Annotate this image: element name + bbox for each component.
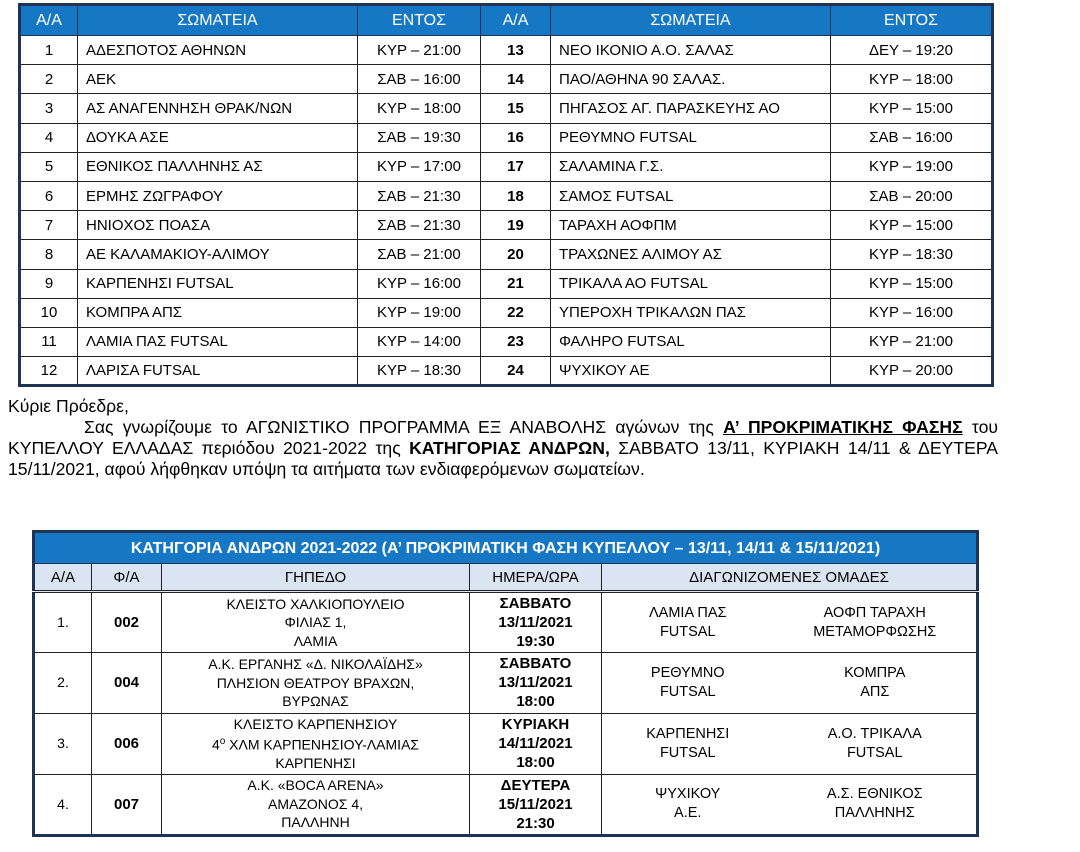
match-venue-line: ΠΛΗΣΙΟΝ ΘΕΑΤΡΟΥ ΒΡΑΧΩΝ, — [216, 674, 415, 691]
match-row — [34, 592, 978, 653]
match-index: 2. — [34, 653, 92, 714]
club-home-time: ΚΥΡ – 17:00 — [358, 152, 481, 181]
match-datetime-line: ΚΥΡΙΑΚΗ — [501, 716, 570, 734]
match-datetime — [470, 653, 602, 714]
match-venue-line: ΛΑΜΙΑ — [293, 632, 338, 649]
match-venue — [162, 774, 470, 835]
letter-part-3: ΣΑΒΒΑΤΟ 13/11, ΚΥΡΙΑΚΗ 14/11 & ΔΕΥΤΕΡΑ 15/11/2021, αφού λήφθηκαν υπόψη τα αιτήματα των ενδιαφερόμενων σωματείων. — [8, 438, 999, 479]
clubs-table — [18, 3, 994, 387]
club-number: 2 — [20, 65, 78, 94]
club-number: 22 — [481, 298, 551, 327]
home-team — [602, 774, 774, 835]
club-number: 3 — [20, 94, 78, 123]
club-home-time: ΚΥΡ – 19:00 — [831, 152, 993, 181]
club-home-time: ΣΑΒ – 21:00 — [358, 240, 481, 269]
club-home-time: ΣΑΒ – 21:30 — [358, 181, 481, 210]
match-venue-line: Α.Κ. «BOCA ARENA» — [247, 777, 384, 794]
club-home-time: ΚΥΡ – 14:00 — [358, 327, 481, 356]
club-row — [20, 357, 993, 386]
col-header-aa-right: Α/Α — [481, 5, 551, 36]
match-datetime — [470, 713, 602, 774]
away-team-line: ΚΟΜΠΡΑ — [844, 664, 906, 681]
match-datetime-line: 18:00 — [516, 693, 555, 711]
match-code: 007 — [92, 774, 162, 835]
letter-paragraph — [8, 417, 998, 480]
club-name: ΤΑΡΑΧΗ ΑΟΦΠΜ — [551, 211, 831, 240]
away-team-line: ΜΕΤΑΜΟΡΦΩΣΗΣ — [813, 623, 937, 640]
match-row — [34, 653, 978, 714]
club-name: ΕΡΜΗΣ ΖΩΓΡΑΦΟΥ — [78, 181, 358, 210]
club-home-time: ΚΥΡ – 20:00 — [831, 357, 993, 386]
club-row — [20, 152, 993, 181]
club-name: ΠΑΟ/ΑΘΗΝΑ 90 ΣΑΛΑΣ. — [551, 65, 831, 94]
col-header-teams: ΔΙΑΓΩΝΙΖΟΜΕΝΕΣ ΟΜΑΔΕΣ — [602, 564, 978, 592]
club-number: 7 — [20, 211, 78, 240]
col-header-code: Φ/Α — [92, 564, 162, 592]
club-name: ΑΕΚ — [78, 65, 358, 94]
ordinal-superscript: ο — [219, 736, 226, 747]
match-venue — [162, 653, 470, 714]
club-name: ΣΑΛΑΜΙΝΑ Γ.Σ. — [551, 152, 831, 181]
club-home-time: ΚΥΡ – 18:30 — [358, 357, 481, 386]
away-team-line: ΑΟΦΠ ΤΑΡΑΧΗ — [823, 604, 926, 621]
away-team-line: Α.Σ. ΕΘΝΙΚΟΣ — [826, 786, 923, 803]
club-row — [20, 327, 993, 356]
club-number: 10 — [20, 298, 78, 327]
col-header-venue: ΓΗΠΕΔΟ — [162, 564, 470, 592]
match-code: 004 — [92, 653, 162, 714]
home-team-line: ΨΥΧΙΚΟΥ — [655, 786, 721, 803]
club-number: 5 — [20, 152, 78, 181]
home-team — [602, 713, 774, 774]
away-team — [774, 653, 978, 714]
home-team-line: FUTSAL — [659, 683, 716, 700]
club-home-time: ΣΑΒ – 16:00 — [358, 65, 481, 94]
club-row — [20, 36, 993, 65]
club-name: ΝΕΟ ΙΚΟΝΙΟ Α.Ο. ΣΑΛΑΣ — [551, 36, 831, 65]
club-number: 20 — [481, 240, 551, 269]
letter-part-2: του ΚΥΠΕΛΛΟΥ ΕΛΛΑΔΑΣ περιόδου 2021-2022 της — [8, 417, 999, 458]
match-index: 4. — [34, 774, 92, 835]
club-name: ΗΝΙΟΧΟΣ ΠΟΑΣΑ — [78, 211, 358, 240]
club-row — [20, 211, 993, 240]
home-team-line: FUTSAL — [659, 623, 716, 640]
club-home-time: ΚΥΡ – 18:30 — [831, 240, 993, 269]
home-team-line: ΚΑΡΠΕΝΗΣΙ — [646, 725, 730, 742]
club-name: ΛΑΡΙΣΑ FUTSAL — [78, 357, 358, 386]
match-venue-line: ΚΑΡΠΕΝΗΣΙ — [275, 755, 356, 772]
matches-table — [32, 530, 979, 837]
club-name: ΑΔΕΣΠΟΤΟΣ ΑΘΗΝΩΝ — [78, 36, 358, 65]
club-number: 12 — [20, 357, 78, 386]
club-name: ΚΟΜΠΡΑ ΑΠΣ — [78, 298, 358, 327]
club-home-time: ΚΥΡ – 15:00 — [831, 94, 993, 123]
club-row — [20, 123, 993, 152]
match-datetime-line: 15/11/2021 — [498, 795, 573, 813]
match-datetime-line: 13/11/2021 — [498, 674, 573, 692]
match-venue — [162, 713, 470, 774]
club-name: ΑΣ ΑΝΑΓΕΝΝΗΣΗ ΘΡΑΚ/ΝΩΝ — [78, 94, 358, 123]
club-name: ΨΥΧΙΚΟΥ ΑΕ — [551, 357, 831, 386]
away-team — [774, 592, 978, 653]
club-home-time: ΣΑΒ – 16:00 — [831, 123, 993, 152]
match-datetime — [470, 774, 602, 835]
club-name: ΕΘΝΙΚΟΣ ΠΑΛΛΗΝΗΣ ΑΣ — [78, 152, 358, 181]
club-home-time: ΚΥΡ – 19:00 — [358, 298, 481, 327]
match-datetime-line: ΔΕΥΤΕΡΑ — [500, 776, 571, 794]
club-home-time: ΔΕΥ – 19:20 — [831, 36, 993, 65]
match-datetime-line: 21:30 — [516, 814, 555, 832]
club-name: ΔΟΥΚΑ ΑΣΕ — [78, 123, 358, 152]
club-home-time: ΚΥΡ – 16:00 — [358, 269, 481, 298]
matches-title-row — [34, 532, 978, 564]
match-datetime — [470, 592, 602, 653]
footnote-cutoff — [18, 836, 22, 852]
club-number: 17 — [481, 152, 551, 181]
club-number: 24 — [481, 357, 551, 386]
club-number: 6 — [20, 181, 78, 210]
match-venue — [162, 592, 470, 653]
away-team-line: FUTSAL — [846, 744, 903, 761]
club-name: ΡΕΘΥΜΝΟ FUTSAL — [551, 123, 831, 152]
col-header-home-left: ΕΝΤΟΣ — [358, 5, 481, 36]
club-name: ΚΑΡΠΕΝΗΣΙ FUTSAL — [78, 269, 358, 298]
match-venue-line: ΚΛΕΙΣΤΟ ΚΑΡΠΕΝΗΣΙΟΥ — [233, 715, 398, 732]
club-name: ΛΑΜΙΑ ΠΑΣ FUTSAL — [78, 327, 358, 356]
club-number: 1 — [20, 36, 78, 65]
matches-header-row — [34, 564, 978, 592]
category-name: ΚΑΤΗΓΟΡΙΑΣ ΑΝΔΡΩΝ, — [409, 438, 610, 458]
match-datetime-line: ΣΑΒΒΑΤΟ — [499, 655, 572, 673]
match-code: 002 — [92, 592, 162, 653]
club-row — [20, 298, 993, 327]
match-venue-line: ΚΛΕΙΣΤΟ ΧΑΛΚΙΟΠΟΥΛΕΙΟ — [226, 595, 405, 612]
home-team — [602, 592, 774, 653]
match-datetime-line: 19:30 — [516, 633, 555, 650]
match-venue-line: ΠΑΛΛΗΝΗ — [281, 814, 350, 831]
club-number: 16 — [481, 123, 551, 152]
club-name: ΠΗΓΑΣΟΣ ΑΓ. ΠΑΡΑΣΚΕΥΗΣ ΑΟ — [551, 94, 831, 123]
club-name: ΤΡΑΧΩΝΕΣ ΑΛΙΜΟΥ ΑΣ — [551, 240, 831, 269]
match-venue-line: Α.Κ. ΕΡΓΑΝΗΣ «Δ. ΝΙΚΟΛΑΪΔΗΣ» — [208, 656, 423, 672]
club-home-time: ΚΥΡ – 21:00 — [831, 327, 993, 356]
club-number: 23 — [481, 327, 551, 356]
club-number: 13 — [481, 36, 551, 65]
match-index: 3. — [34, 713, 92, 774]
club-number: 4 — [20, 123, 78, 152]
match-code: 006 — [92, 713, 162, 774]
col-header-clubs-left: ΣΩΜΑΤΕΙΑ — [78, 5, 358, 36]
home-team-line: ΛΑΜΙΑ ΠΑΣ — [649, 604, 727, 621]
away-team — [774, 713, 978, 774]
club-number: 11 — [20, 327, 78, 356]
club-number: 18 — [481, 181, 551, 210]
club-number: 9 — [20, 269, 78, 298]
match-venue-line: ΑΜΑΖΟΝΟΣ 4, — [268, 795, 363, 812]
club-home-time: ΣΑΒ – 19:30 — [358, 123, 481, 152]
match-venue-line: ΒΥΡΩΝΑΣ — [282, 693, 349, 709]
letter-part-1: Σας γνωρίζουμε το ΑΓΩΝΙΣΤΙΚΟ ΠΡΟΓΡΑΜΜΑ ΕΞ ΑΝΑΒΟΛΗΣ αγώνων της — [84, 417, 724, 437]
club-home-time: ΚΥΡ – 21:00 — [358, 36, 481, 65]
club-number: 15 — [481, 94, 551, 123]
club-home-time: ΚΥΡ – 15:00 — [831, 269, 993, 298]
home-team-line: Α.Ε. — [674, 805, 702, 822]
club-row — [20, 181, 993, 210]
away-team-line: ΑΠΣ — [860, 683, 890, 700]
away-team-line: Α.Ο. ΤΡΙΚΑΛΑ — [827, 725, 922, 742]
home-team-line: FUTSAL — [659, 744, 716, 761]
match-index: 1. — [34, 592, 92, 653]
club-row — [20, 65, 993, 94]
club-number: 21 — [481, 269, 551, 298]
match-venue-line: $4^o$ ΧΛΜ ΚΑΡΠΕΝΗΣΙΟΥ-ΛΑΜΙΑΣ — [211, 736, 420, 753]
phase-name: Α’ ΠΡΟΚΡΙΜΑΤΙΚΗΣ ΦΑΣΗΣ — [723, 417, 963, 437]
club-home-time: ΚΥΡ – 15:00 — [831, 211, 993, 240]
club-row — [20, 240, 993, 269]
club-name: ΥΠΕΡΟΧΗ ΤΡΙΚΑΛΩΝ ΠΑΣ — [551, 298, 831, 327]
home-team — [602, 653, 774, 714]
col-header-aa-left: Α/Α — [20, 5, 78, 36]
club-row — [20, 94, 993, 123]
col-header-idx: Α/Α — [34, 564, 92, 592]
home-team-line: ΡΕΘΥΜΝΟ — [650, 664, 725, 681]
club-name: ΑΕ ΚΑΛΑΜΑΚΙΟΥ-ΑΛΙΜΟΥ — [78, 240, 358, 269]
col-header-home-right: ΕΝΤΟΣ — [831, 5, 993, 36]
club-home-time: ΣΑΒ – 20:00 — [831, 181, 993, 210]
club-number: 8 — [20, 240, 78, 269]
away-team — [774, 774, 978, 835]
away-team-line: ΠΑΛΛΗΝΗΣ — [834, 805, 915, 822]
club-row — [20, 269, 993, 298]
match-datetime-line: 13/11/2021 — [498, 614, 573, 631]
club-home-time: ΣΑΒ – 21:30 — [358, 211, 481, 240]
col-header-clubs-right: ΣΩΜΑΤΕΙΑ — [551, 5, 831, 36]
club-home-time: ΚΥΡ – 18:00 — [358, 94, 481, 123]
club-home-time: ΚΥΡ – 18:00 — [831, 65, 993, 94]
club-number: 14 — [481, 65, 551, 94]
salutation: Κύριε Πρόεδρε, — [8, 396, 129, 416]
letter-text — [8, 396, 998, 480]
col-header-datetime: ΗΜΕΡΑ/ΩΡΑ — [470, 564, 602, 592]
club-name: ΤΡΙΚΑΛΑ ΑΟ FUTSAL — [551, 269, 831, 298]
match-datetime-line: 14/11/2021 — [498, 735, 573, 753]
match-row — [34, 713, 978, 774]
club-number: 19 — [481, 211, 551, 240]
club-name: ΣΑΜΟΣ FUTSAL — [551, 181, 831, 210]
club-name: ΦΑΛΗΡΟ FUTSAL — [551, 327, 831, 356]
match-row — [34, 774, 978, 835]
clubs-header-row — [20, 5, 993, 36]
match-venue-line: ΦΙΛΙΑΣ 1, — [284, 614, 347, 631]
match-datetime-line: ΣΑΒΒΑΤΟ — [499, 595, 572, 612]
match-datetime-line: 18:00 — [516, 754, 555, 772]
club-home-time: ΚΥΡ – 16:00 — [831, 298, 993, 327]
matches-title: ΚΑΤΗΓΟΡΙΑ ΑΝΔΡΩΝ 2021-2022 (Α’ ΠΡΟΚΡΙΜΑΤΙΚΗ ΦΑΣΗ ΚΥΠΕΛΛΟΥ – 13/11, 14/11 & 15/11/2021) — [34, 532, 978, 564]
